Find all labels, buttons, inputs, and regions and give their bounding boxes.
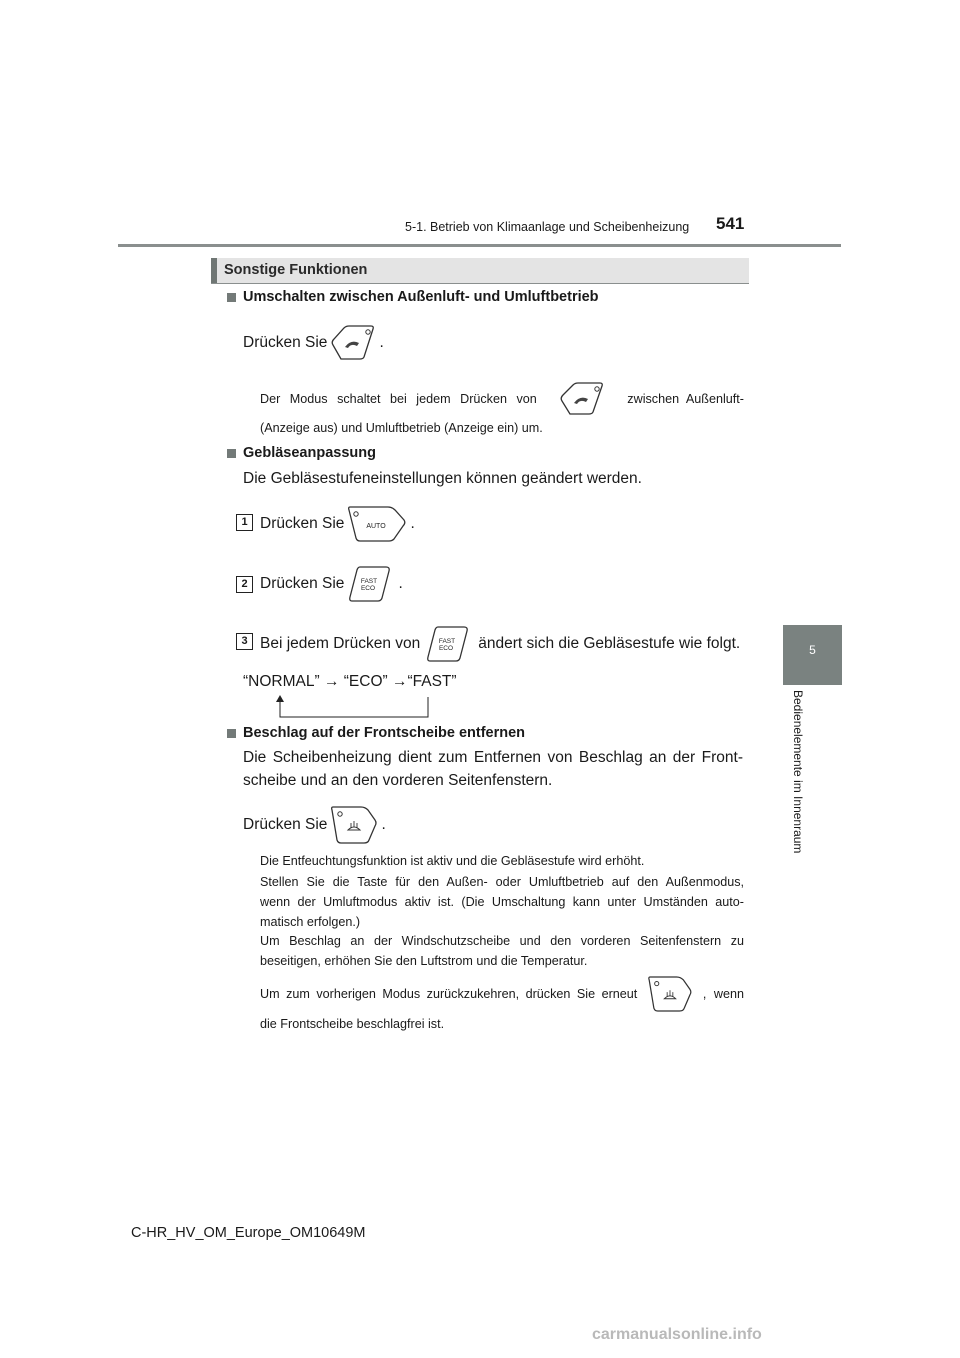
fan-sequence: “NORMAL” → “ECO” →“FAST” — [243, 673, 457, 690]
defog-heading: Beschlag auf der Frontscheibe entfernen — [243, 725, 526, 741]
chapter-tab-number: 5 — [809, 643, 816, 657]
fast-eco-button-icon — [426, 626, 472, 662]
fan-step-2 — [260, 566, 403, 602]
fan-step-3 — [260, 626, 740, 662]
fan-step-1-prefix: Drücken Sie — [260, 515, 345, 532]
fast-eco-button-icon — [348, 566, 394, 602]
fan-step-3-suffix: ändert sich die Gebläsestufe wie folgt. — [478, 635, 741, 652]
recirc-note-line2: (Anzeige aus) und Umluftbetrieb (Anzeige ein) um. — [260, 421, 543, 435]
defog-press-line — [243, 806, 386, 844]
section-title: Sonstige Funktionen — [224, 262, 368, 278]
step-number: 3 — [236, 633, 253, 650]
fan-intro: Die Gebläsestufeneinstellungen können geändert werden. — [243, 470, 642, 487]
svg-text:FAST: FAST — [439, 638, 456, 645]
header-divider — [118, 244, 841, 247]
fan-step-1 — [260, 506, 415, 542]
recirc-press-prefix: Drücken Sie — [243, 334, 328, 351]
auto-button-icon — [348, 506, 406, 542]
chapter-side-label — [785, 690, 810, 870]
svg-text:FAST: FAST — [361, 578, 378, 585]
defog-press-suffix: . — [381, 816, 386, 833]
bullet-square — [227, 293, 236, 302]
bullet-square — [227, 449, 236, 458]
front-defogger-button-icon — [331, 806, 377, 844]
recirc-note-suffix: zwischen Außenluft- — [627, 392, 744, 406]
document-code: C-HR_HV_OM_Europe_OM10649M — [131, 1225, 366, 1241]
recirc-note-line1 — [260, 382, 744, 416]
watermark: carmanualsonline.info — [592, 1326, 762, 1343]
defog-intro-line2: scheibe und an den vorderen Seitenfenstern. — [243, 772, 553, 789]
svg-text:AUTO: AUTO — [366, 523, 387, 530]
sequence-loop-arrow — [270, 694, 435, 720]
step-number: 1 — [236, 514, 253, 531]
defog-return-line2: die Frontscheibe beschlagfrei ist. — [260, 1017, 445, 1031]
section-header — [211, 258, 749, 284]
fan-step-3-prefix: Bei jedem Drücken von — [260, 635, 421, 652]
defog-note-6: beseitigen, erhöhen Sie den Luftstrom und die Temperatur. — [260, 954, 588, 968]
defog-note-2: Stellen Sie die Taste für den Außen- oder Umluftbetrieb auf den Außenmodus, — [260, 875, 744, 889]
defog-note-1: Die Entfeuchtungsfunktion ist aktiv und die Gebläsestufe wird erhöht. — [260, 854, 645, 868]
front-defogger-button-icon — [648, 976, 692, 1012]
svg-text:ECO: ECO — [439, 645, 454, 652]
recirculation-button-icon — [331, 325, 375, 361]
defog-return-line — [260, 976, 744, 1012]
recirc-note-prefix: Der Modus schaltet bei jedem Drücken von — [260, 392, 537, 406]
fan-step-2-prefix: Drücken Sie — [260, 575, 345, 592]
defog-intro-line1: Die Scheibenheizung dient zum Entfernen von Beschlag an der Front- — [243, 749, 743, 766]
defog-note-5: Um Beschlag an der Windschutzscheibe und den vorderen Seitenfenstern zu — [260, 934, 744, 948]
defog-note-3: wenn der Umluftmodus aktiv ist. (Die Umschaltung kann unter Umständen auto- — [260, 895, 744, 909]
recirc-heading: Umschalten zwischen Außenluft- und Umluftbetrieb — [243, 289, 599, 305]
chapter-tab — [783, 625, 842, 685]
bullet-square — [227, 729, 236, 738]
header-chapter-title: 5-1. Betrieb von Klimaanlage und Scheibenheizung — [405, 220, 690, 234]
defog-return-suffix: , wenn — [702, 987, 744, 1001]
recirculation-button-icon — [560, 382, 604, 416]
recirc-press-line — [243, 325, 384, 361]
chapter-side-label-text: Bedienelemente im Innenraum — [791, 690, 805, 854]
defog-note-4: matisch erfolgen.) — [260, 915, 361, 929]
fan-step-1-suffix: . — [410, 515, 415, 532]
fan-heading: Gebläseanpassung — [243, 445, 376, 461]
step-number: 2 — [236, 576, 253, 593]
fan-step-2-suffix: . — [398, 575, 403, 592]
recirc-press-suffix: . — [379, 334, 384, 351]
svg-text:ECO: ECO — [361, 585, 376, 592]
defog-press-prefix: Drücken Sie — [243, 816, 328, 833]
page-number: 541 — [716, 214, 745, 233]
defog-return-prefix: Um zum vorherigen Modus zurückzukehren, drücken Sie erneut — [260, 987, 638, 1001]
